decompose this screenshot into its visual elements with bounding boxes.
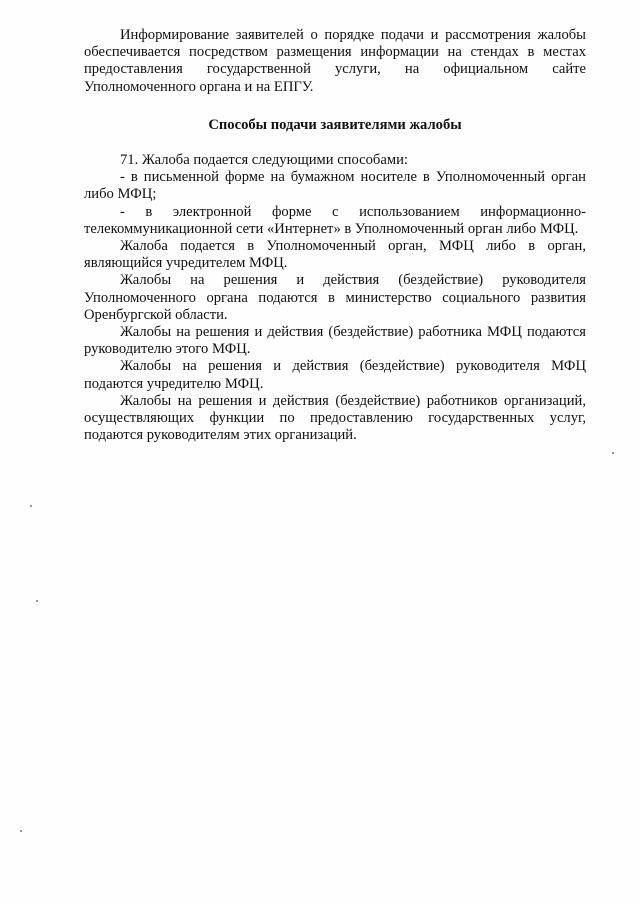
intro-section — [84, 27, 586, 96]
clause-paragraph-1: 71. Жалоба подается следующими способами: — [120, 152, 408, 168]
clause-paragraph-7: Жалобы на решения и действия (бездействие) руководителя МФЦ подаются учредителю МФЦ. — [84, 358, 586, 392]
scan-speck — [36, 600, 38, 602]
clause-paragraph-5: Жалобы на решения и действия (бездействие) руководителя Уполномоченного органа подаются в министерство социального развития Оренбургской области. — [84, 272, 586, 323]
scan-speck — [30, 505, 32, 507]
clause-paragraph-2: - в письменной форме на бумажном носителе в Уполномоченный орган либо МФЦ; — [84, 169, 586, 203]
section-heading: Способы подачи заявителями жалобы — [208, 117, 462, 133]
complaint-methods-section — [84, 152, 586, 444]
scan-speck — [20, 830, 22, 832]
clause-paragraph-6: Жалобы на решения и действия (бездействие) работника МФЦ подаются руководителю этого МФЦ. — [84, 324, 586, 358]
clause-paragraph-3: - в электронной форме с использованием информационно-телекоммуникационной сети «Интернет» в Уполномоченный орган либо МФЦ. — [84, 203, 586, 237]
clause-paragraph-8: Жалобы на решения и действия (бездействие) работников организаций, осуществляющих функции по предоставлению государственных услуг, подаются руководителям этих организаций. — [84, 392, 586, 444]
clause-paragraph-4: Жалоба подается в Уполномоченный орган, МФЦ либо в орган, являющийся учредителем МФЦ. — [84, 238, 586, 272]
intro-paragraph: Информирование заявителей о порядке подачи и рассмотрения жалобы обеспечивается посредством размещения информации на стендах в местах предоставления государственной услуги, на официальном сайте Уполномоченного органа и на ЕПГУ. — [84, 27, 586, 95]
scan-speck — [612, 452, 614, 454]
